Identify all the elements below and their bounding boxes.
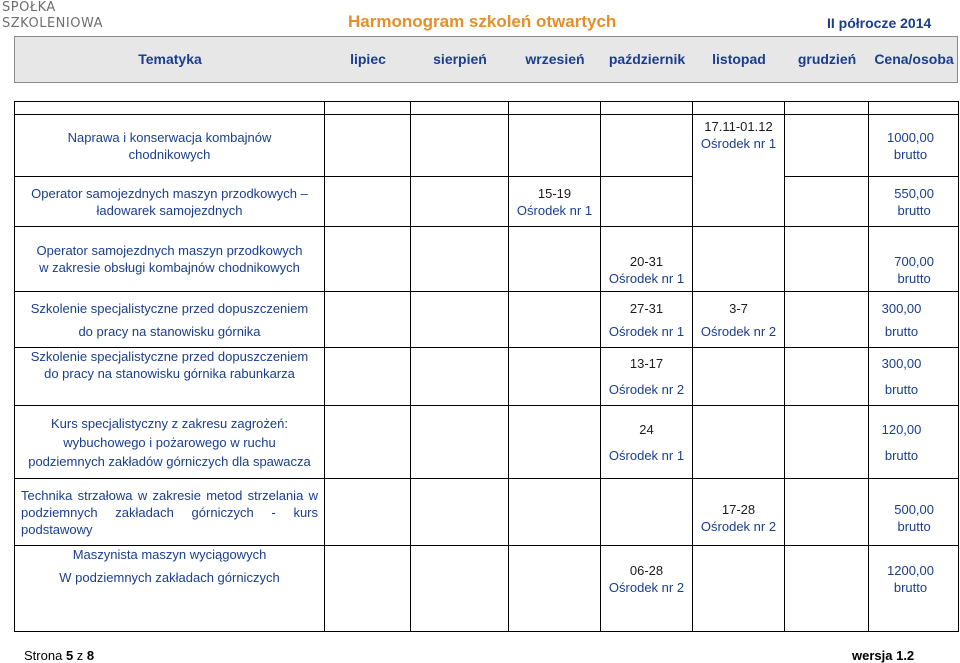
column-header-july: lipiec	[350, 51, 386, 67]
october-date-cell: 27-31 Ośrodek nr 1	[601, 292, 693, 348]
october-date-cell: 13-17 Ośrodek nr 2	[601, 348, 693, 406]
column-header-topic: Tematyka	[138, 51, 202, 67]
october-date-cell: 06-28 Ośrodek nr 2	[601, 546, 693, 632]
course-topic-cell: Kurs specjalistyczny z zakresu zagrożeń: wybuchowego i pożarowego w ruchu podziemnych zakładów górniczych dla spawacza	[15, 406, 325, 479]
table-row	[15, 348, 959, 406]
column-header-november: listopad	[712, 51, 766, 67]
november-date-cell: 17.11-01.12 Ośrodek nr 1	[693, 115, 785, 227]
course-topic-cell: Operator samojezdnych maszyn przodkowych w zakresie obsługi kombajnów chodnikowych	[15, 227, 325, 292]
page-number: Strona 5 z 8	[24, 648, 95, 663]
october-date-cell: 20-31 Ośrodek nr 1	[601, 227, 693, 292]
document-title: Harmonogram szkoleń otwartych	[348, 12, 617, 31]
price-cell: 550,00 brutto	[869, 177, 959, 227]
price-cell: 700,00 brutto	[869, 227, 959, 292]
table-row	[15, 406, 959, 479]
price-cell: 300,00 brutto	[869, 348, 959, 406]
table-row	[15, 177, 959, 227]
table-spacer-row	[15, 102, 959, 115]
course-topic-cell: Szkolenie specjalistyczne przed dopuszczeniem do pracy na stanowisku górnika rabunkarza	[15, 348, 325, 406]
november-date-cell: 17-28 Ośrodek nr 2	[693, 479, 785, 546]
logo-text-line1: SPÓŁKA	[2, 0, 56, 15]
course-topic-cell: Naprawa i konserwacja kombajnów chodnikowych	[15, 115, 325, 177]
table-row	[15, 479, 959, 546]
price-cell: 1200,00 brutto	[869, 546, 959, 632]
column-header-december: grudzień	[797, 51, 857, 67]
table-row	[15, 227, 959, 292]
table-row	[15, 546, 959, 632]
logo-text-line2: SZKOLENIOWA	[2, 16, 103, 31]
price-cell: 1000,00 brutto	[869, 115, 959, 177]
course-topic-cell: Maszynista maszyn wyciągowych W podziemnych zakładach górniczych	[15, 546, 325, 632]
company-logo	[2, 0, 112, 36]
document-version: wersja 1.2	[852, 648, 915, 663]
price-cell: 120,00 brutto	[869, 406, 959, 479]
price-cell: 500,00 brutto	[869, 479, 959, 546]
column-header-august: sierpień	[433, 51, 487, 67]
course-topic-cell: Szkolenie specjalistyczne przed dopuszczeniem do pracy na stanowisku górnika	[15, 292, 325, 348]
table-row	[15, 115, 959, 177]
column-header-bar	[14, 36, 958, 83]
november-date-cell: 3-7 Ośrodek nr 2	[693, 292, 785, 348]
october-date-cell: 24 Ośrodek nr 1	[601, 406, 693, 479]
column-header-october: październik	[608, 51, 686, 67]
september-date-cell: 15-19 Ośrodek nr 1	[509, 177, 601, 227]
course-topic-cell: Operator samojezdnych maszyn przodkowych – ładowarek samojezdnych	[15, 177, 325, 227]
column-header-september: wrzesień	[525, 51, 585, 67]
table-row	[15, 292, 959, 348]
column-header-price: Cena/osoba	[874, 51, 954, 67]
document-period: II półrocze 2014	[827, 15, 932, 31]
price-cell: 300,00 brutto	[869, 292, 959, 348]
course-topic-cell: Technika strzałowa w zakresie metod strzelania w podziemnych zakładach górniczych - kurs podstawowy	[15, 479, 325, 546]
schedule-table	[14, 101, 959, 632]
